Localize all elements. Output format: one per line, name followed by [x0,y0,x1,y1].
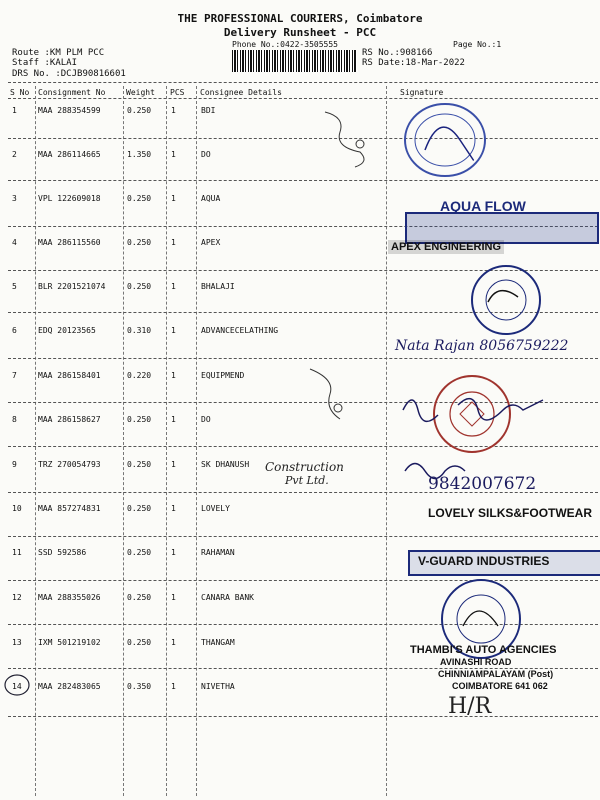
row-weight: 0.250 [127,460,152,469]
col-header-consignee: Consignee Details [200,88,282,97]
row-consignment: BLR 2201521074 [38,282,106,291]
row-pcs: 1 [171,194,176,203]
row-consignee: BDI [201,106,216,115]
col-header-consignment: Consignment No [38,88,106,97]
row-consignee: NIVETHA [201,682,235,691]
route: Route :KM PLM PCC [12,48,105,58]
stamp-auto-line4: COIMBATORE 641 062 [452,681,548,691]
row-weight: 0.220 [127,371,152,380]
stamp-auto-line2: AVINASHI ROAD [440,657,512,667]
row-weight: 0.250 [127,238,152,247]
col-header-signature: Signature [400,88,444,97]
col-header-pcs: PCS [170,88,185,97]
divider [8,138,598,139]
row-consignee: CANARA BANK [201,593,254,602]
row-consignment: MAA 857274831 [38,504,101,513]
divider [8,98,598,99]
row-consignment: IXM 501219102 [38,638,101,647]
row-weight: 1.350 [127,150,152,159]
row-consignment: MAA 288355026 [38,593,101,602]
row-consignment: MAA 286158627 [38,415,101,424]
row-sno: 13 [12,638,22,647]
row-sno: 11 [12,548,22,557]
round-stamp-icon [468,262,544,338]
divider [8,180,598,181]
row-sno: 12 [12,593,22,602]
divider [8,536,598,537]
column-divider [386,86,387,796]
barcode [232,50,357,72]
handwritten-row9b: Pvt Ltd. [285,474,329,487]
row-weight: 0.250 [127,638,152,647]
handwritten-row14: H/R [448,694,492,719]
stamp-auto-line3: CHINNIAMPALAYAM (Post) [438,669,554,679]
row-pcs: 1 [171,504,176,513]
divider [8,358,598,359]
row-weight: 0.310 [127,326,152,335]
col-header-sno: S No [10,88,30,97]
row-weight: 0.250 [127,593,152,602]
page-number: Page No.:1 [453,40,502,49]
row-consignee: AQUA [201,194,221,203]
row-pcs: 1 [171,106,176,115]
row-consignee: ADVANCECELATHING [201,326,279,335]
company-name: THE PROFESSIONAL COURIERS, Coimbatore [177,12,423,25]
row-sno: 3 [12,194,17,203]
row-pcs: 1 [171,326,176,335]
row-consignment: MAA 282483065 [38,682,101,691]
row-consignment: MAA 286115560 [38,238,101,247]
sheet-title: Delivery Runsheet - PCC [223,26,377,39]
row-weight: 0.250 [127,106,152,115]
handwritten-row9a: Construction [265,460,344,474]
stamp-auto-line1: THAMBI'S AUTO AGENCIES [410,644,557,656]
stamp-vguard: V-GUARD INDUSTRIES [418,554,550,568]
row-sno: 8 [12,415,17,424]
signature-scribble-icon [300,364,360,424]
row-pcs: 1 [171,150,176,159]
row-pcs: 1 [171,460,176,469]
stamp-apex: APEX ENGINEERING [388,240,504,254]
column-divider [35,86,36,796]
column-divider [123,86,124,796]
staff: Staff :KALAI [12,58,78,68]
row-pcs: 1 [171,238,176,247]
row-consignment: EDQ 20123565 [38,326,96,335]
phone-number: Phone No.:0422-3505555 [232,40,338,49]
row-weight: 0.250 [127,194,152,203]
row-consignee: SK DHANUSH [201,460,250,469]
row-sno: 6 [12,326,17,335]
row-sno: 1 [12,106,17,115]
circle-mark-icon [3,672,31,698]
column-divider [196,86,197,796]
stamp-aqua: AQUA FLOW [440,198,526,214]
row-sno: 9 [12,460,17,469]
stamp-lovely: LOVELY SILKS&FOOTWEAR [428,506,593,520]
row-consignment: TRZ 270054793 [38,460,101,469]
rs-date: RS Date:18-Mar-2022 [362,58,465,68]
row-sno: 2 [12,150,17,159]
row-weight: 0.250 [127,282,152,291]
row-pcs: 1 [171,638,176,647]
row-weight: 0.250 [127,548,152,557]
col-header-weight: Weight [126,88,155,97]
row-sno: 5 [12,282,17,291]
row-sno: 10 [12,504,22,513]
row-consignment: SSD 592586 [38,548,87,557]
row-consignee: RAHAMAN [201,548,235,557]
rs-number: RS No.:908166 [362,48,433,58]
drs-number: DRS No. :DCJB90816601 [12,69,126,79]
row-sno: 14 [12,682,22,691]
signature-scribble-icon [398,390,568,430]
row-sno: 4 [12,238,17,247]
round-stamp-icon [400,100,490,180]
row-sno: 7 [12,371,17,380]
divider [8,716,598,717]
row-consignee: APEX [201,238,221,247]
row-pcs: 1 [171,415,176,424]
row-pcs: 1 [171,548,176,557]
row-pcs: 1 [171,682,176,691]
row-consignee: THANGAM [201,638,235,647]
row-weight: 0.350 [127,682,152,691]
row-consignment: VPL 122609018 [38,194,101,203]
handwritten-row9-phone: 9842007672 [428,474,537,494]
column-divider [166,86,167,796]
row-weight: 0.250 [127,504,152,513]
row-consignee: BHALAJI [201,282,235,291]
row-consignment: MAA 288354599 [38,106,101,115]
row-consignee: EQUIPMEND [201,371,245,380]
row-consignee: DO [201,415,211,424]
row-consignment: MAA 286114665 [38,150,101,159]
row-pcs: 1 [171,282,176,291]
row-pcs: 1 [171,371,176,380]
row-pcs: 1 [171,593,176,602]
row-weight: 0.250 [127,415,152,424]
row-consignment: MAA 286158401 [38,371,101,380]
handwritten-row6: Nata Rajan 8056759222 [395,338,569,354]
signature-scribble-icon [320,102,380,172]
row-consignee: DO [201,150,211,159]
row-consignee: LOVELY [201,504,230,513]
divider [8,82,598,83]
